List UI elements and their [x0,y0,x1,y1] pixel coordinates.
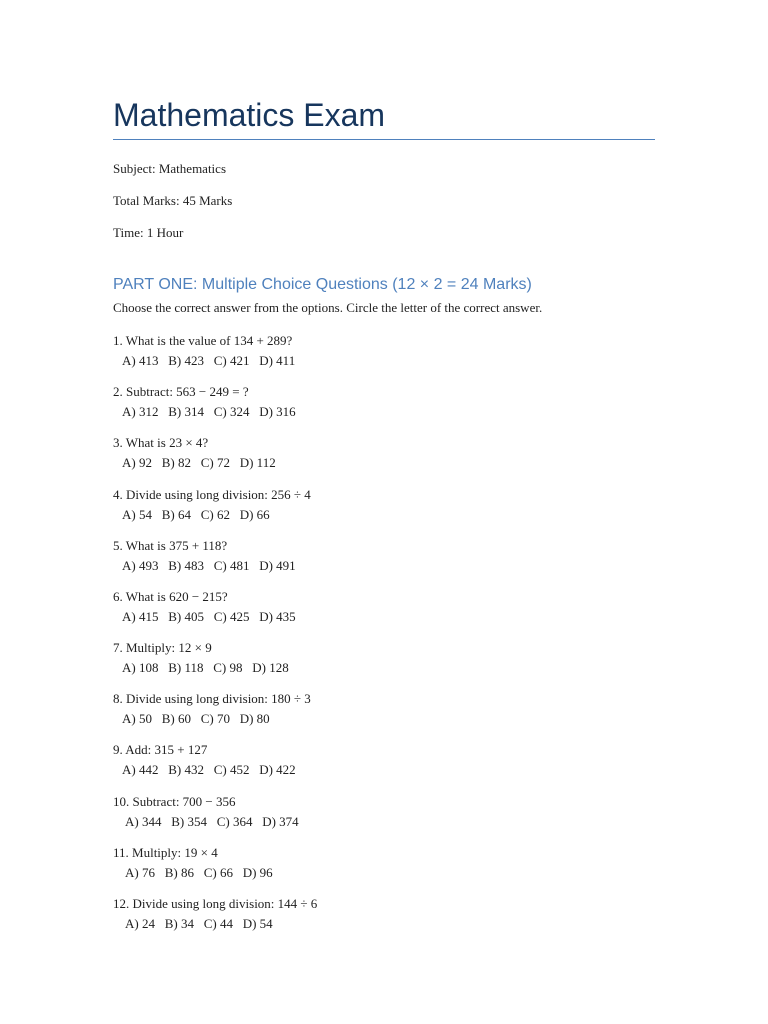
question-text: 4. Divide using long division: 256 ÷ 4 [113,487,311,502]
question-text: 1. What is the value of 134 + 289? [113,333,293,348]
question-options: A) 24 B) 34 C) 44 D) 54 [125,915,273,931]
question-11 [113,843,273,882]
question-7 [113,638,289,677]
question-10 [113,792,299,831]
question-options: A) 108 B) 118 C) 98 D) 128 [122,659,289,675]
question-9 [113,740,296,779]
question-8 [113,689,311,728]
question-text: 7. Multiply: 12 × 9 [113,640,212,655]
part-one-heading: PART ONE: Multiple Choice Questions (12 × 2 = 24 Marks) [113,276,532,293]
question-text: 12. Divide using long division: 144 ÷ 6 [113,896,318,911]
question-text: 3. What is 23 × 4? [113,435,209,450]
question-text: 10. Subtract: 700 − 356 [113,794,236,809]
question-6 [113,587,296,626]
question-text: 8. Divide using long division: 180 ÷ 3 [113,691,311,706]
question-options: A) 415 B) 405 C) 425 D) 435 [122,608,296,624]
question-text: 5. What is 375 + 118? [113,538,228,553]
page-title: Mathematics Exam [113,97,386,133]
question-5 [113,536,296,575]
question-12 [113,894,317,933]
subject-line: Subject: Mathematics [113,161,227,176]
title-divider [113,139,655,140]
time-line: Time: 1 Hour [113,225,184,240]
question-options: A) 312 B) 314 C) 324 D) 316 [122,403,296,419]
question-text: 11. Multiply: 19 × 4 [113,845,218,860]
question-options: A) 413 B) 423 C) 421 D) 411 [122,352,296,368]
total-marks-line: Total Marks: 45 Marks [113,193,233,208]
question-text: 9. Add: 315 + 127 [113,742,208,757]
question-1 [113,331,295,370]
question-options: A) 76 B) 86 C) 66 D) 96 [125,864,273,880]
question-options: A) 493 B) 483 C) 481 D) 491 [122,557,296,573]
question-3 [113,433,276,472]
question-text: 6. What is 620 − 215? [113,589,228,604]
question-text: 2. Subtract: 563 − 249 = ? [113,384,249,399]
part-one-instructions: Choose the correct answer from the options. Circle the letter of the correct answer. [113,300,543,315]
question-2 [113,382,296,421]
question-options: A) 50 B) 60 C) 70 D) 80 [122,710,270,726]
question-4 [113,485,311,524]
question-options: A) 442 B) 432 C) 452 D) 422 [122,761,296,777]
question-options: A) 344 B) 354 C) 364 D) 374 [125,813,299,829]
question-options: A) 92 B) 82 C) 72 D) 112 [122,454,276,470]
question-options: A) 54 B) 64 C) 62 D) 66 [122,506,270,522]
